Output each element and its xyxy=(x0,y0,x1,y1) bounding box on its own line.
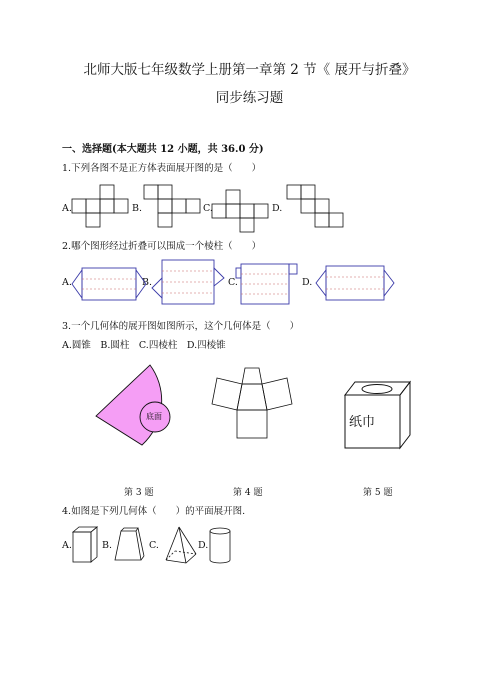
q1-option-a-label: A. xyxy=(62,203,72,214)
question-4-text: 4.如图是下列几何体（ ）的平面展开图. xyxy=(62,506,246,517)
question-3-choices: A.圆锥 B.圆柱 C.四棱柱 D.四棱锥 xyxy=(62,340,226,351)
q2-option-b-label: B. xyxy=(142,277,153,288)
document-title: 北师大版七年级数学上册第一章第 2 节《 展开与折叠》 xyxy=(83,62,416,78)
q2-option-d-label: D. xyxy=(302,277,313,288)
question-1-text: 1.下列各图不是正方体表面展开图的是（ ） xyxy=(62,163,262,174)
document-subtitle: 同步练习题 xyxy=(215,90,284,106)
section-heading: 一、选择题(本大题共 12 小题，共 36.0 分) xyxy=(62,144,264,155)
caption-question-3: 第 3 题 xyxy=(124,488,154,498)
base-label: 底面 xyxy=(146,412,162,421)
q1-option-d-label: D. xyxy=(272,203,283,214)
q4-option-c-label: C. xyxy=(149,540,159,551)
box-label: 纸巾 xyxy=(349,415,376,430)
caption-question-5: 第 5 题 xyxy=(363,488,393,498)
question-3-text: 3.一个几何体的展开图如图所示，这个几何体是（ ） xyxy=(62,321,300,332)
q4-option-d-label: D. xyxy=(198,540,209,551)
question-2-text: 2.哪个图形经过折叠可以围成一个棱柱（ ） xyxy=(62,241,262,252)
q4-option-b-label: B. xyxy=(102,540,113,551)
q2-option-a-label: A. xyxy=(62,277,72,288)
q1-option-c-label: C. xyxy=(203,203,213,214)
q2-option-c-label: C. xyxy=(228,277,238,288)
q1-option-b-label: B. xyxy=(132,203,143,214)
q4-option-a-label: A. xyxy=(62,540,72,551)
caption-question-4: 第 4 题 xyxy=(233,488,263,498)
